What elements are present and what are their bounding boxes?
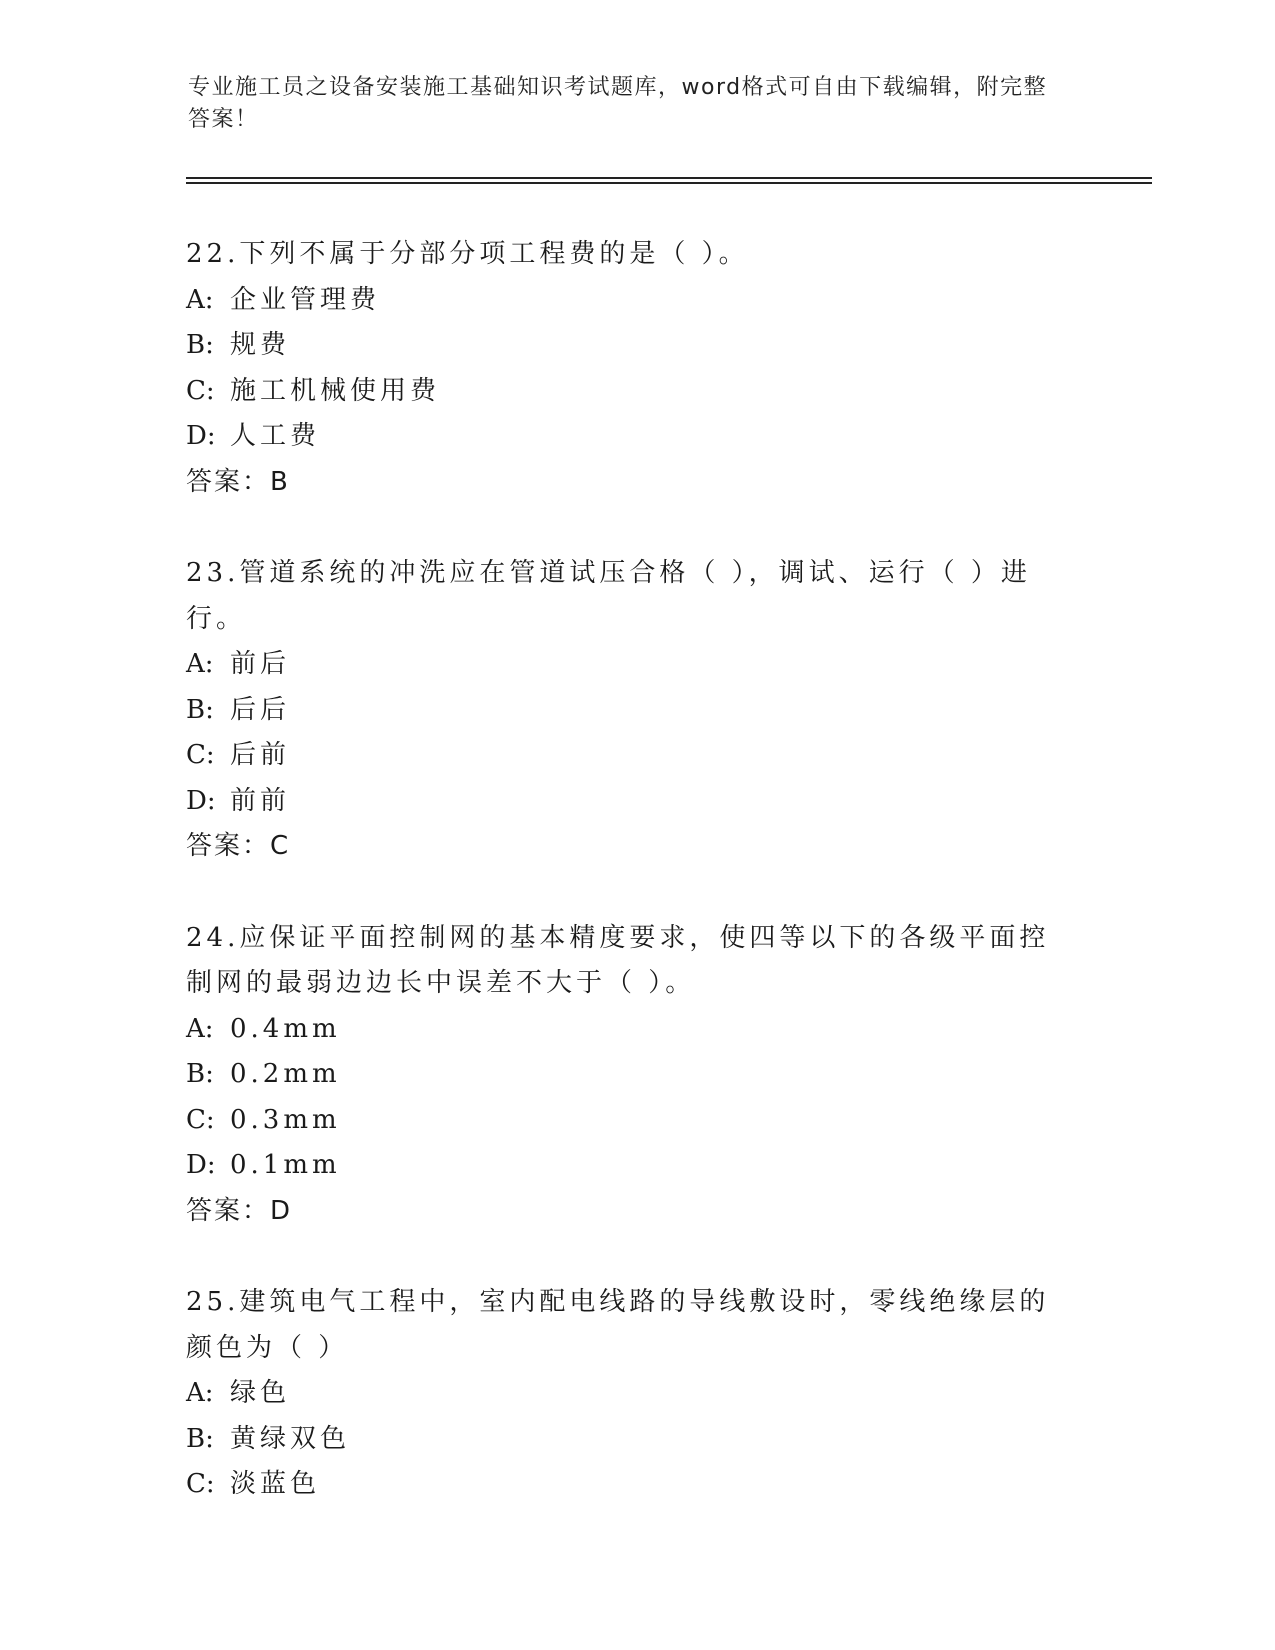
document-header: 专业施工员之设备安装施工基础知识考试题库，word格式可自由下载编辑，附完整答案！ — [188, 75, 1048, 132]
option-c — [186, 369, 1086, 415]
option-text: 绿色 — [230, 1378, 291, 1408]
option-text: 规费 — [230, 330, 291, 360]
option-c — [186, 1462, 1086, 1508]
answer-line: 答案：B — [186, 466, 290, 497]
question-22 — [186, 232, 1086, 505]
option-b — [186, 1052, 1086, 1098]
option-text: 0.4mm — [230, 1013, 341, 1044]
option-letter: B: — [186, 1423, 214, 1454]
option-text: 后后 — [230, 694, 291, 725]
option-letter: A: — [186, 649, 214, 679]
option-d — [186, 1143, 1086, 1189]
option-a — [186, 642, 1086, 688]
question-text: 25.建筑电气工程中，室内配电线路的导线敷设时，零线绝缘层的颜色为（ ） — [186, 1287, 1050, 1363]
option-text: 黄绿双色 — [230, 1423, 351, 1454]
question-text: 23.管道系统的冲洗应在管道试压合格（ ），调试、运行（ ）进行。 — [186, 558, 1031, 634]
option-letter: A: — [186, 284, 214, 315]
option-letter: C: — [186, 375, 215, 406]
option-c — [186, 733, 1086, 779]
header-divider-top — [186, 177, 1152, 179]
option-letter: D: — [186, 421, 216, 451]
option-text: 淡蓝色 — [230, 1469, 321, 1499]
option-d — [186, 414, 1086, 460]
question-24 — [186, 916, 1086, 1235]
option-c — [186, 1098, 1086, 1144]
option-b — [186, 1417, 1086, 1463]
question-text: 24.应保证平面控制网的基本精度要求，使四等以下的各级平面控制网的最弱边边长中误差不大于（ ）。 — [186, 922, 1050, 998]
option-letter: D: — [186, 785, 216, 816]
question-25 — [186, 1280, 1086, 1508]
option-letter: B: — [186, 1059, 214, 1089]
option-letter: A: — [186, 1378, 214, 1408]
header-divider-bottom — [186, 182, 1152, 184]
option-b — [186, 688, 1086, 734]
option-letter: C: — [186, 740, 215, 770]
question-23 — [186, 551, 1086, 870]
option-letter: B: — [186, 330, 214, 360]
option-letter: A: — [186, 1013, 214, 1044]
option-letter: B: — [186, 694, 214, 725]
option-text: 人工费 — [230, 421, 321, 451]
option-a — [186, 1007, 1086, 1053]
option-letter: D: — [186, 1150, 216, 1180]
question-text: 22.下列不属于分部分项工程费的是（ ）。 — [186, 239, 749, 269]
option-text: 0.2mm — [230, 1059, 341, 1089]
answer-line: 答案：C — [186, 831, 291, 861]
option-text: 前后 — [230, 649, 291, 679]
option-text: 前前 — [230, 785, 291, 816]
option-d — [186, 779, 1086, 825]
option-a — [186, 278, 1086, 324]
option-a — [186, 1371, 1086, 1417]
option-text: 0.3mm — [230, 1104, 341, 1135]
option-text: 0.1mm — [230, 1150, 341, 1180]
question-list — [186, 232, 1086, 1554]
option-letter: C: — [186, 1104, 215, 1135]
answer-line: 答案：D — [186, 1195, 293, 1226]
option-text: 后前 — [230, 740, 291, 770]
option-text: 企业管理费 — [230, 284, 381, 315]
option-letter: C: — [186, 1469, 215, 1499]
option-b — [186, 323, 1086, 369]
option-text: 施工机械使用费 — [230, 375, 441, 406]
